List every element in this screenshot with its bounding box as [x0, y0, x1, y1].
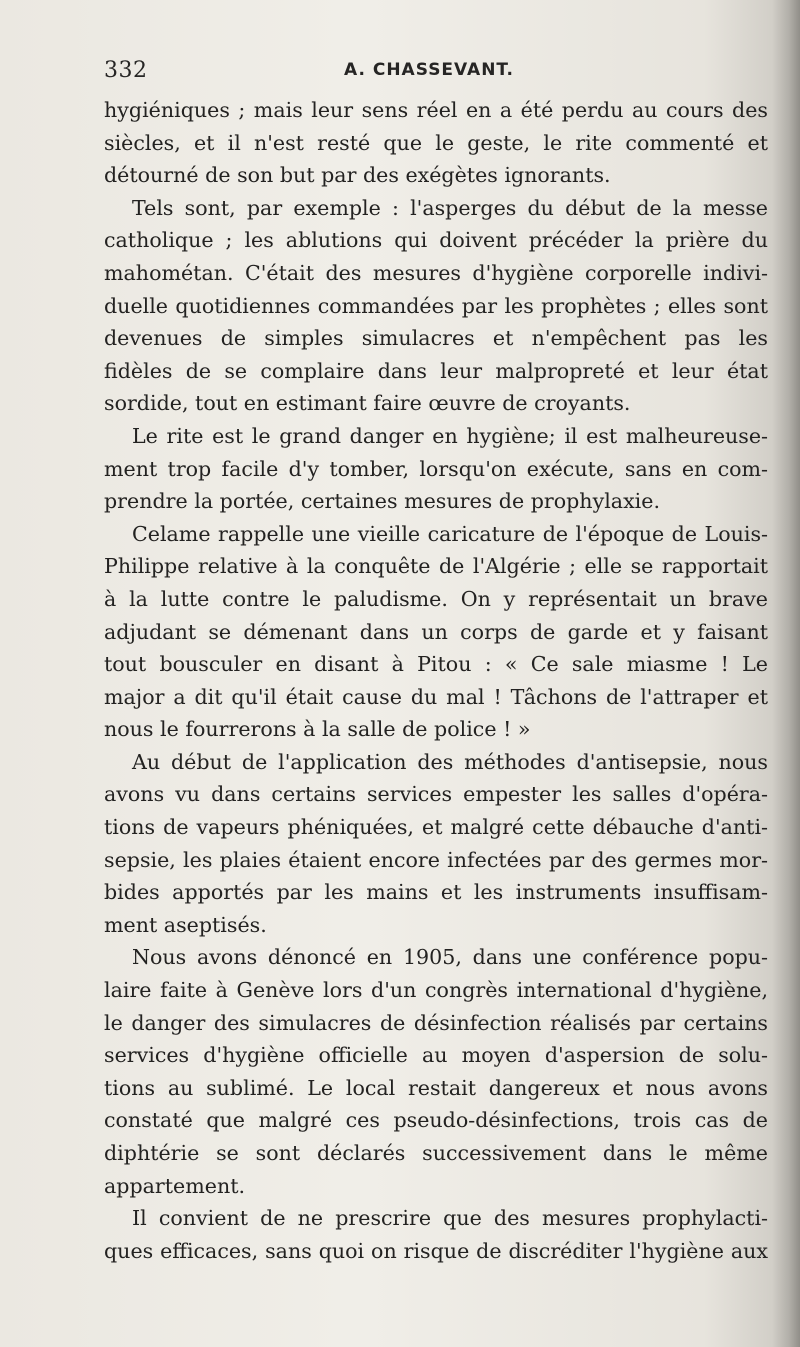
text-line: tions au sublimé. Le local restait dangereux et nous avons — [104, 1075, 768, 1100]
text-line: appartement. — [104, 1173, 246, 1198]
text-line: tout bousculer en disant à Pitou : « Ce sale miasme ! Le — [104, 652, 768, 677]
text-line: siècles, et il n'est resté que le geste, le rite commenté et — [104, 130, 768, 155]
text-line: bides apportés par les mains et les instruments insuffisam- — [104, 880, 768, 905]
text-line: duelle quotidiennes commandées par les prophètes ; elles sont — [104, 293, 768, 318]
text-line: à la lutte contre le paludisme. On y représentait un brave — [104, 586, 768, 611]
text-line: laire faite à Genève lors d'un congrès international d'hygiène, — [104, 978, 768, 1003]
text-line: le danger des simulacres de désinfection réalisés par certains — [104, 1010, 768, 1035]
text-line: catholique ; les ablutions qui doivent précéder la prière du — [104, 228, 768, 253]
text-line: ques efficaces, sans quoi on risque de discréditer l'hygiène aux — [104, 1238, 768, 1263]
text-line: Le rite est le grand danger en hygiène; il est malheureuse- — [132, 423, 768, 448]
text-line: Au début de l'application des méthodes d'antisepsie, nous — [132, 749, 768, 774]
text-line: sepsie, les plaies étaient encore infectées par des germes mor- — [104, 847, 768, 872]
page-number: 332 — [104, 58, 148, 83]
page-gutter-shadow — [772, 0, 800, 1347]
running-head: A. CHASSEVANT. — [344, 60, 514, 80]
text-line: mahométan. C'était des mesures d'hygiène corporelle indivi- — [104, 260, 768, 285]
text-line: services d'hygiène officielle au moyen d'aspersion de solu- — [104, 1043, 768, 1068]
text-line: nous le fourrerons à la salle de police ! » — [104, 717, 531, 742]
text-line: ment aseptisés. — [104, 912, 267, 937]
text-line: ment trop facile d'y tomber, lorsqu'on exécute, sans en com- — [104, 456, 768, 481]
text-line: diphtérie se sont déclarés successivement dans le même — [104, 1141, 768, 1165]
text-line: détourné de son but par des exégètes ignorants. — [104, 163, 611, 188]
text-line: Nous avons dénoncé en 1905, dans une conférence popu- — [132, 945, 768, 970]
text-line: Il convient de ne prescrire que des mesures prophylacti- — [132, 1206, 768, 1231]
text-line: sordide, tout en estimant faire œuvre de croyants. — [104, 391, 631, 416]
text-line: Tels sont, par exemple : l'asperges du début de la messe — [132, 195, 768, 220]
body-text — [104, 94, 768, 1267]
text-line: major a dit qu'il était cause du mal ! Tâchons de l'attraper et — [104, 684, 768, 709]
text-line: tions de vapeurs phéniquées, et malgré cette débauche d'anti- — [104, 815, 768, 840]
text-line: fidèles de se complaire dans leur malpropreté et leur état — [104, 358, 768, 383]
page-header — [104, 54, 764, 90]
text-line: devenues de simples simulacres et n'empêchent pas les — [104, 326, 768, 351]
text-line: adjudant se démenant dans un corps de garde et y faisant — [104, 619, 768, 644]
text-line: prendre la portée, certaines mesures de prophylaxie. — [104, 489, 661, 514]
text-line: avons vu dans certains services empester les salles d'opéra- — [104, 782, 768, 807]
text-line: hygiéniques ; mais leur sens réel en a été perdu au cours des — [104, 98, 768, 122]
text-line: constaté que malgré ces pseudo-désinfections, trois cas de — [104, 1108, 768, 1133]
text-line: Celame rappelle une vieille caricature de l'époque de Louis- — [132, 521, 768, 546]
text-line: Philippe relative à la conquête de l'Algérie ; elle se rapportait — [104, 554, 768, 579]
